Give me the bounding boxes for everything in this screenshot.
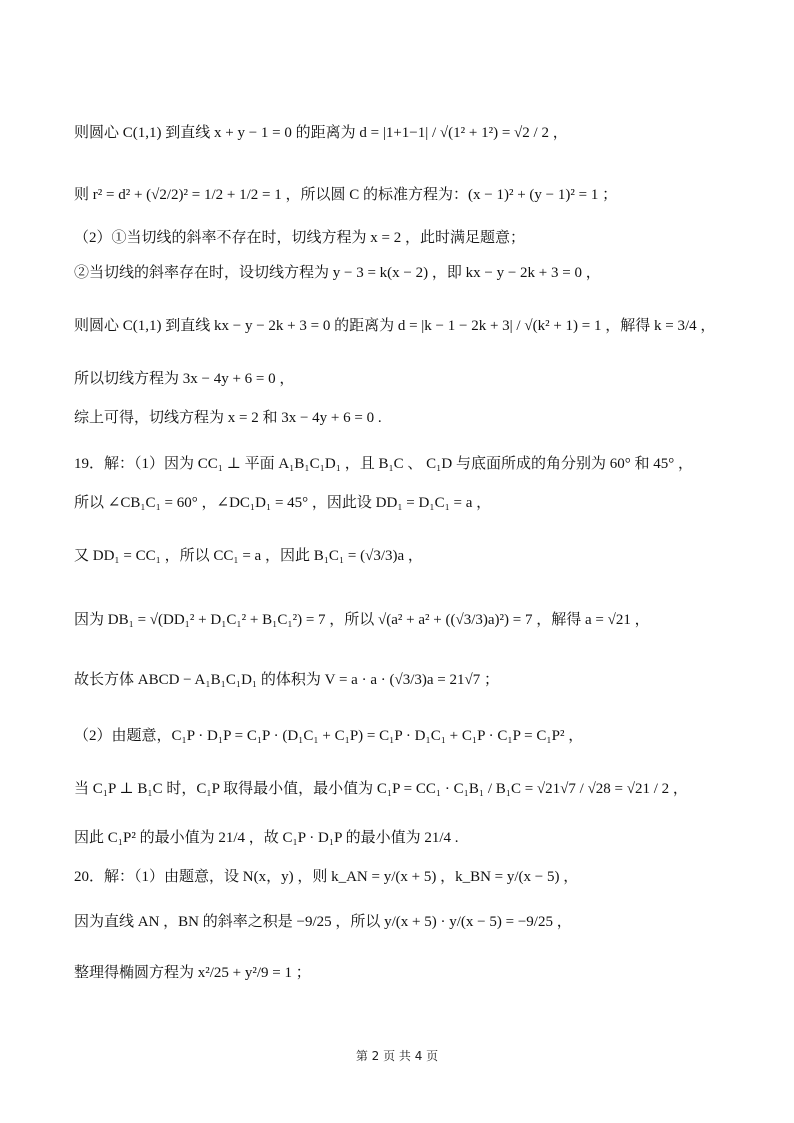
text-line: 则圆心 C(1,1) 到直线 kx − y − 2k + 3 = 0 的距离为 d = |k − 1 − 2k + 3| / √(k² + 1) = 1 ，解得 k = 3/4 ， xyxy=(74,318,716,334)
text-line: 所以切线方程为 3x − 4y + 6 = 0 ， xyxy=(74,371,295,387)
text-line: 19．解：（1）因为 CC₁ ⊥ 平面 A₁B₁C₁D₁ ，且 B₁C 、 C₁D 与底面所成的角分别为 60° 和 45° ， xyxy=(74,456,693,472)
text-line: 综上可得，切线方程为 x = 2 和 3x − 4y + 6 = 0 . xyxy=(74,410,382,426)
text-line: 则圆心 C(1,1) 到直线 x + y − 1 = 0 的距离为 d = |1+1−1| / √(1² + 1²) = √2 / 2 ， xyxy=(74,125,568,141)
text-line: 因此 C₁P² 的最小值为 21/4 ，故 C₁P · D₁P 的最小值为 21/4 . xyxy=(74,830,459,846)
text-line: 因为直线 AN ，BN 的斜率之积是 −9/25 ，所以 y/(x + 5) · y/(x − 5) = −9/25 ， xyxy=(74,914,572,930)
text-line: 20．解：（1）由题意，设 N(x，y) ，则 k_AN = y/(x + 5) ，k_BN = y/(x − 5) ， xyxy=(74,869,579,885)
page-footer: 第 2 页 共 4 页 xyxy=(355,1049,439,1063)
text-line: （2）①当切线的斜率不存在时，切线方程为 x = 2 ，此时满足题意； xyxy=(74,230,525,246)
text-line: 当 C₁P ⊥ B₁C 时，C₁P 取得最小值，最小值为 C₁P = CC₁ · C₁B₁ / B₁C = √21√7 / √28 = √21 / 2 ， xyxy=(74,781,688,797)
text-line: 整理得椭圆方程为 x²/25 + y²/9 = 1 ； xyxy=(74,965,311,981)
text-line: 因为 DB₁ = √(DD₁² + D₁C₁² + B₁C₁²) = 7 ，所以 √(a² + a² + ((√3/3)a)²) = 7 ，解得 a = √21 ， xyxy=(74,612,650,628)
text-line: 则 r² = d² + (√2/2)² = 1/2 + 1/2 = 1 ，所以圆 C 的标准方程为：(x − 1)² + (y − 1)² = 1 ； xyxy=(74,187,618,203)
text-line: 故长方体 ABCD − A₁B₁C₁D₁ 的体积为 V = a · a · (√3/3)a = 21√7 ； xyxy=(74,672,499,688)
text-line: 所以 ∠CB₁C₁ = 60° ，∠DC₁D₁ = 45° ，因此设 DD₁ = D₁C₁ = a ， xyxy=(74,495,492,511)
text-line: （2）由题意，C₁P · D₁P = C₁P · (D₁C₁ + C₁P) = C₁P · D₁C₁ + C₁P · C₁P = C₁P² ， xyxy=(74,728,584,744)
text-line: 又 DD₁ = CC₁ ，所以 CC₁ = a ，因此 B₁C₁ = (√3/3)a ， xyxy=(74,548,423,564)
text-line: ②当切线的斜率存在时，设切线方程为 y − 3 = k(x − 2) ，即 kx − y − 2k + 3 = 0 ， xyxy=(74,265,601,281)
